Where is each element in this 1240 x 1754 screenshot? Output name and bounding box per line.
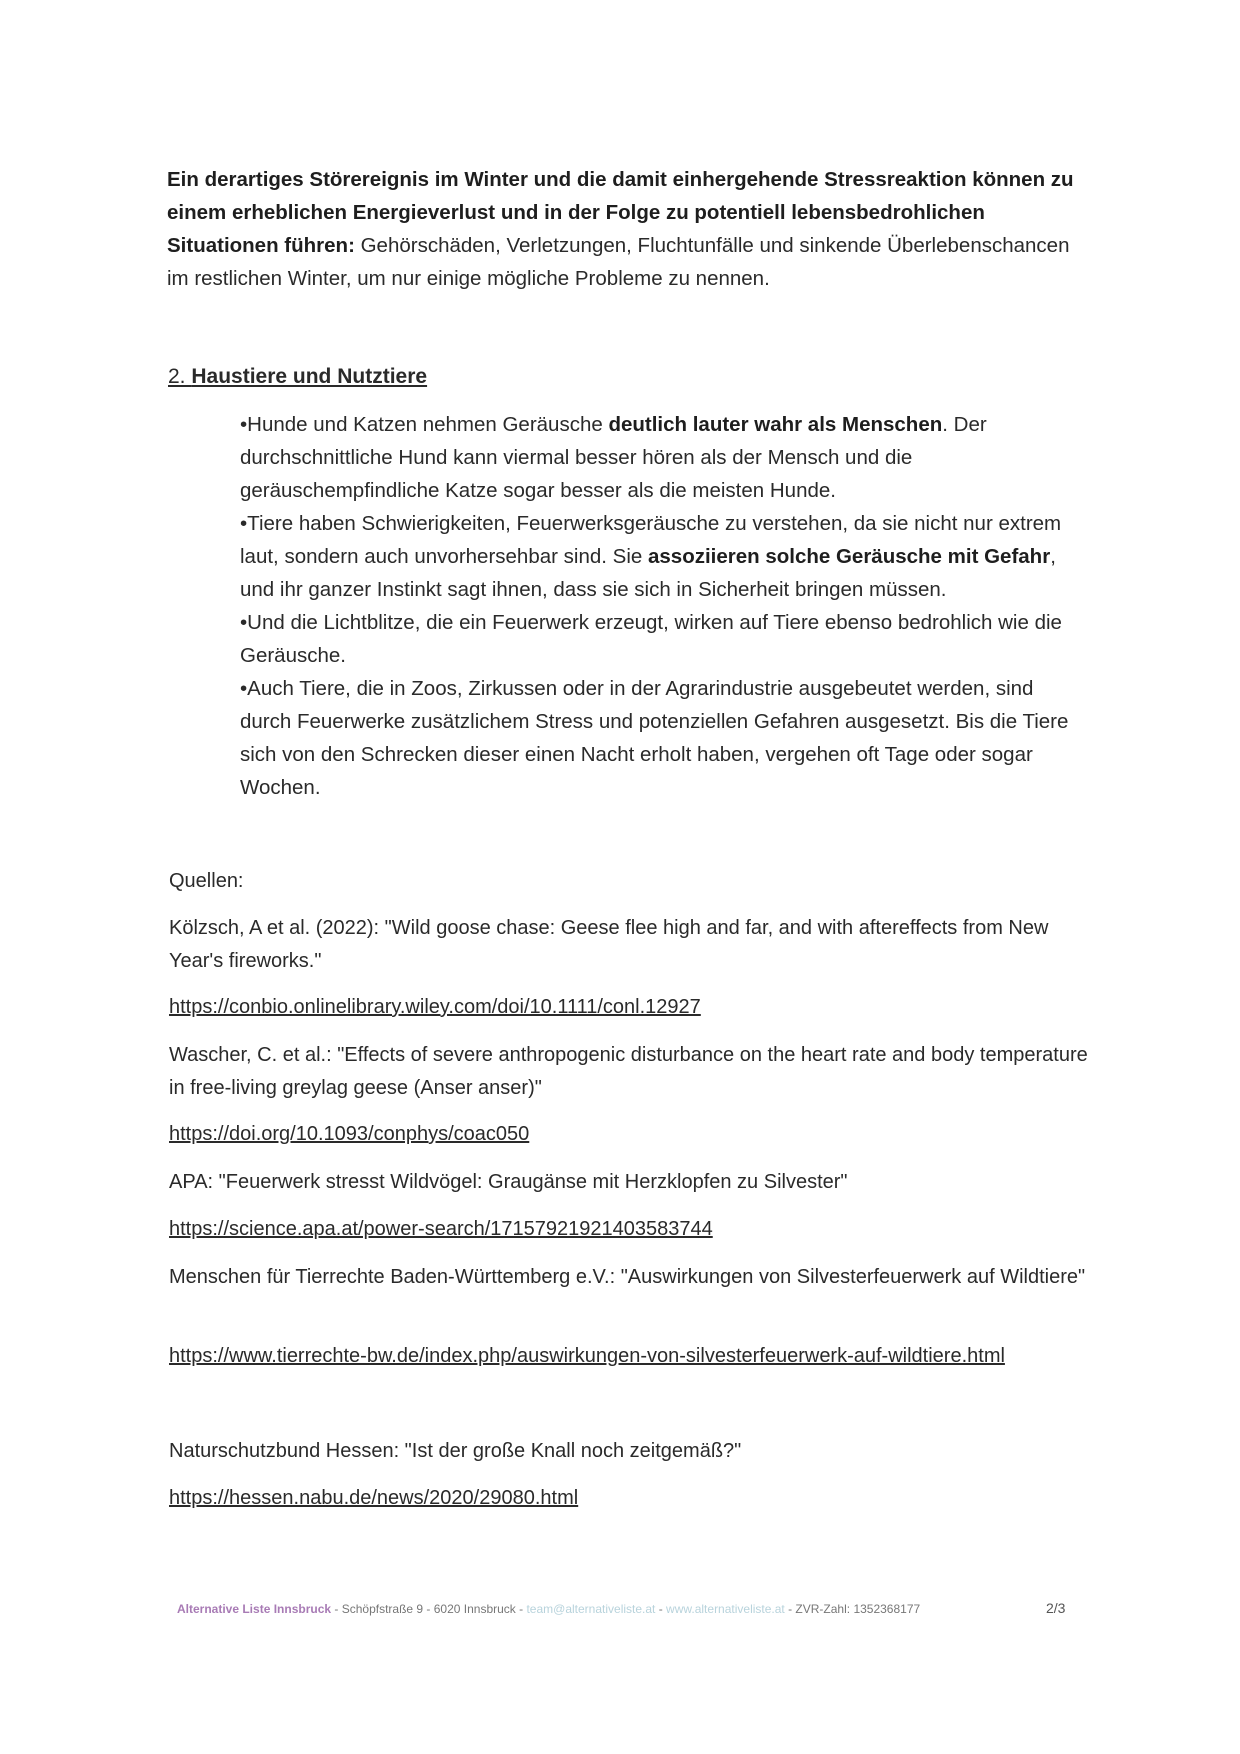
bullet-item	[240, 408, 1080, 507]
footer-zvr: - ZVR-Zahl: 1352368177	[784, 1602, 921, 1616]
source-url[interactable]: https://www.tierrechte-bw.de/index.php/auswirkungen-von-silvesterfeuerwerk-auf-wildtiere.html	[169, 1345, 1005, 1367]
source-link[interactable]	[169, 1482, 1089, 1515]
footer-address: - Schöpfstraße 9 - 6020 Innsbruck -	[331, 1602, 527, 1616]
footer-brand: Alternative Liste Innsbruck	[177, 1602, 332, 1616]
source-link[interactable]	[169, 1340, 1089, 1373]
section-title: Haustiere und Nutztiere	[191, 365, 428, 388]
page-number: 2/3	[1046, 1600, 1066, 1616]
source-url[interactable]: https://doi.org/10.1093/conphys/coac050	[169, 1123, 530, 1145]
bullet-text: •Und die Lichtblitze, die ein Feuerwerk erzeugt, wirken auf Tiere ebenso bedrohlich wie die Geräusche.	[240, 611, 1062, 667]
footer-separator: -	[655, 1602, 667, 1616]
bullet-item	[240, 606, 1080, 672]
bullet-bold-text: assoziieren solche Geräusche mit Gefahr	[647, 545, 1051, 568]
footer-email[interactable]: team@alternativeliste.at	[526, 1602, 656, 1616]
source-link[interactable]	[169, 991, 1089, 1024]
source-citation: Naturschutzbund Hessen: "Ist der große Knall noch zeitgemäß?"	[169, 1440, 742, 1462]
sources-heading: Quellen:	[169, 870, 244, 892]
source-citation: Menschen für Tierrechte Baden-Württemberg e.V.: "Auswirkungen von Silvesterfeuerwerk auf Wildtiere"	[169, 1266, 1086, 1288]
source-link[interactable]	[169, 1213, 1089, 1246]
bullet-bold-text: deutlich lauter wahr als Menschen	[608, 413, 943, 436]
section-number: 2.	[168, 365, 192, 388]
intro-paragraph	[167, 163, 1087, 295]
bullet-text: , und ihr ganzer Instinkt sagt ihnen, dass sie sich in Sicherheit bringen müssen.	[240, 545, 1056, 601]
bullet-item	[240, 507, 1080, 606]
bullet-text: . Der durchschnittliche Hund kann viermal besser hören als der Mensch und die geräuschempfindliche Katze sogar besser als die meisten Hunde.	[240, 413, 987, 502]
bullet-text: •Hunde und Katzen nehmen Geräusche	[240, 413, 609, 436]
section-heading	[168, 362, 427, 392]
source-citation: Kölzsch, A et al. (2022): "Wild goose chase: Geese flee high and far, and with aftereffects from New Year's fireworks."	[169, 917, 1049, 972]
source-citation: Wascher, C. et al.: "Effects of severe anthropogenic disturbance on the heart rate and body temperature in free-living greylag geese (Anser anser)"	[169, 1044, 1088, 1099]
bullet-list	[240, 408, 1080, 804]
bullet-item	[240, 672, 1080, 804]
bullet-text: •Tiere haben Schwierigkeiten, Feuerwerksgeräusche zu verstehen, da sie nicht nur extrem laut, sondern auch unvorhersehbar sind. Sie	[240, 512, 1062, 568]
intro-text: Gehörschäden, Verletzungen, Fluchtunfälle und sinkende Überlebenschancen im restlichen Winter, um nur einige mögliche Probleme zu nennen.	[167, 234, 1070, 290]
source-url[interactable]: https://science.apa.at/power-search/17157921921403583744	[169, 1218, 713, 1240]
source-url[interactable]: https://conbio.onlinelibrary.wiley.com/doi/10.1111/conl.12927	[169, 996, 701, 1018]
source-link[interactable]	[169, 1118, 1089, 1151]
footer-website[interactable]: www.alternativeliste.at	[666, 1602, 785, 1616]
source-citation: APA: "Feuerwerk stresst Wildvögel: Graugänse mit Herzklopfen zu Silvester"	[169, 1171, 848, 1193]
intro-bold-text: Ein derartiges Störereignis im Winter und die damit einhergehende Stressreaktion können zu einem erheblichen Energieverlust und in der Folge zu potentiell lebensbedrohlichen Situationen führen:	[167, 168, 1074, 257]
bullet-text: •Auch Tiere, die in Zoos, Zirkussen oder in der Agrarindustrie ausgebeutet werden, sind durch Feuerwerke zusätzlichem Stress und potenziellen Gefahren ausgesetzt. Bis die Tiere sich von den Schrecken dieser einen Nacht erholt haben, vergehen oft Tage oder sogar Wochen.	[240, 677, 1069, 799]
source-url[interactable]: https://hessen.nabu.de/news/2020/29080.html	[169, 1487, 579, 1509]
page-footer	[177, 1602, 920, 1616]
